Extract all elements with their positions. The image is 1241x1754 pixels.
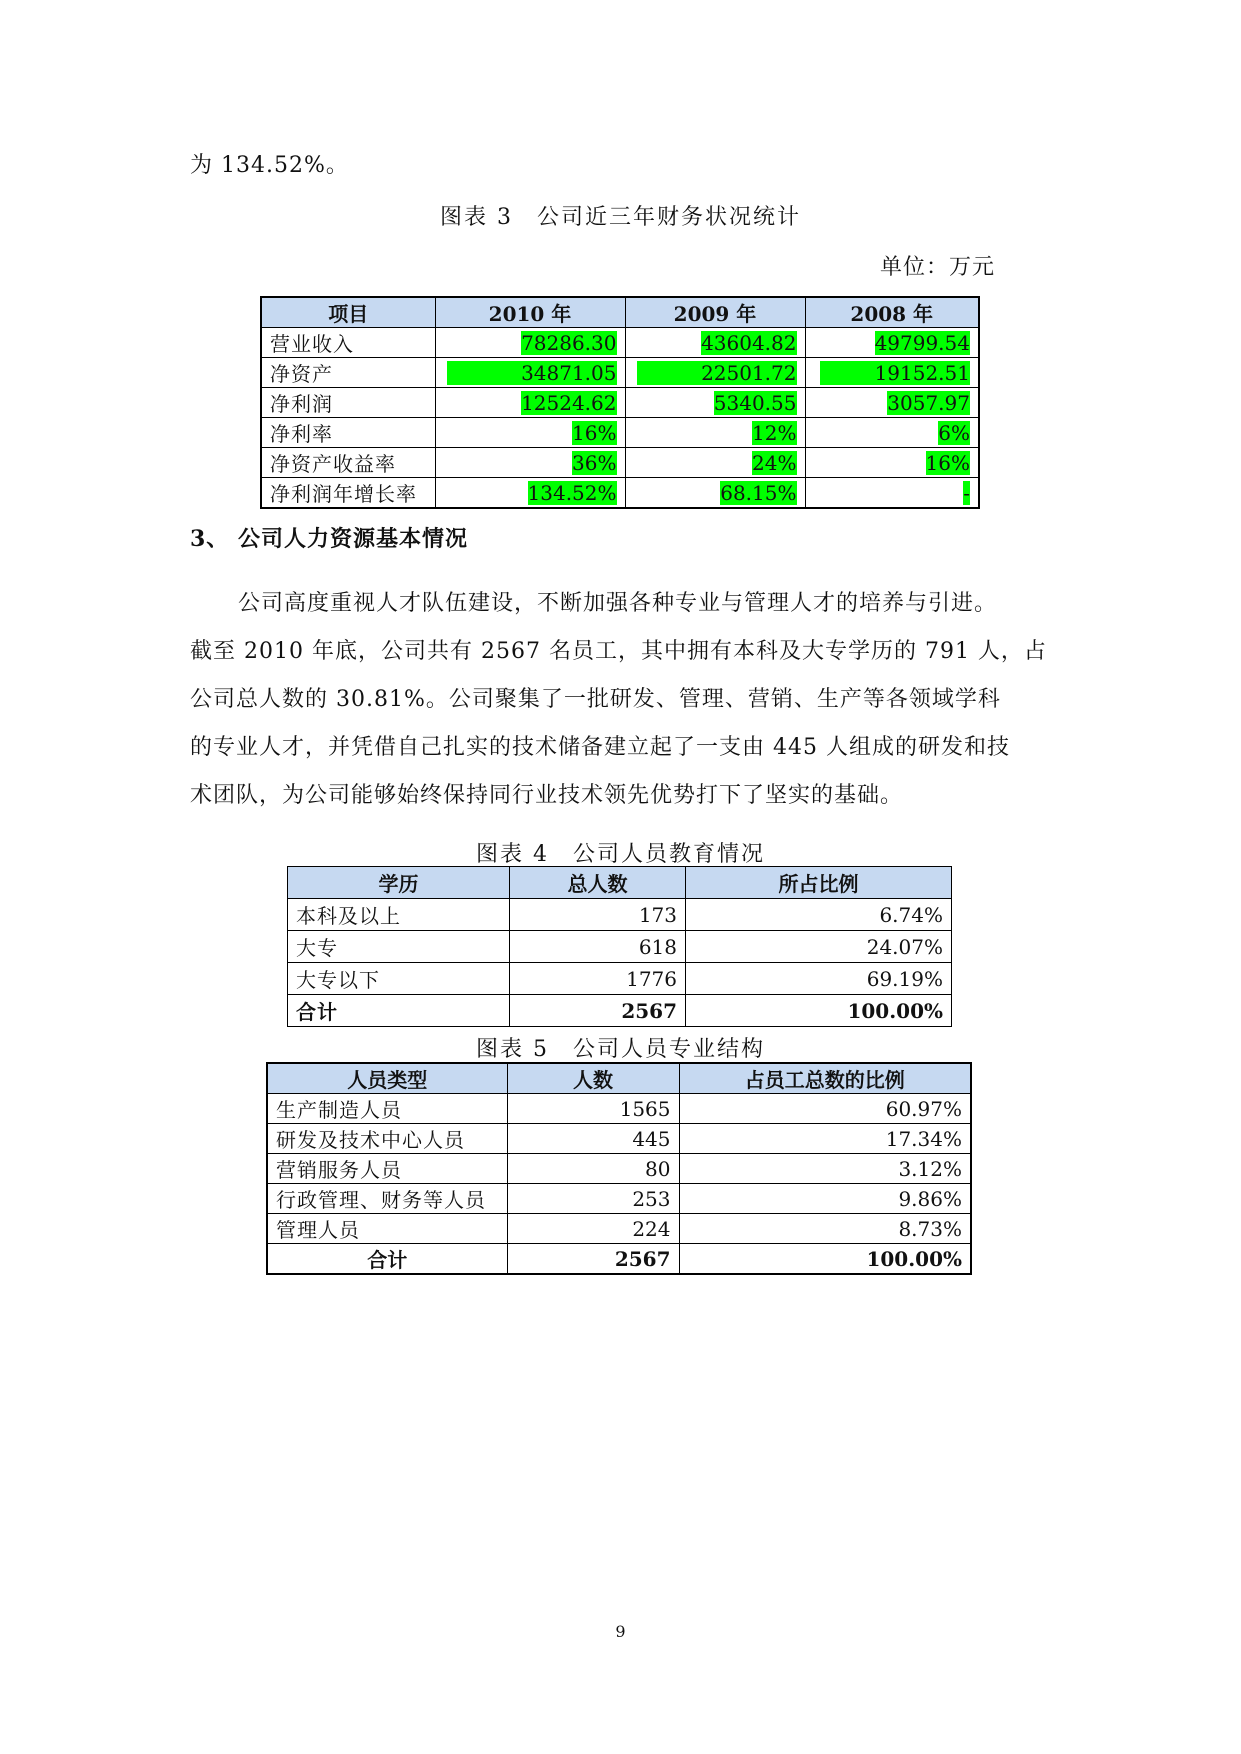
page-number: 9 bbox=[615, 1622, 626, 1641]
section-heading: 3、 公司人力资源基本情况 bbox=[190, 526, 468, 552]
count-cell: 173 bbox=[510, 899, 686, 931]
table-row bbox=[261, 448, 979, 478]
header-cell: 人员类型 bbox=[267, 1063, 507, 1094]
row-label: 营业收入 bbox=[261, 328, 435, 358]
pct-cell: 9.86% bbox=[679, 1184, 971, 1214]
value-cell: 6% bbox=[938, 420, 970, 445]
pct-cell: 6.74% bbox=[686, 899, 952, 931]
row-label: 行政管理、财务等人员 bbox=[267, 1184, 507, 1214]
paragraph-line: 公司高度重视人才队伍建设，不断加强各种专业与管理人才的培养与引进。 bbox=[238, 591, 998, 616]
table-header-row bbox=[288, 867, 952, 899]
table-row bbox=[288, 931, 952, 963]
row-label: 净利润 bbox=[261, 388, 435, 418]
total-count: 2567 bbox=[507, 1244, 679, 1275]
value-cell: 3057.97 bbox=[887, 390, 970, 415]
value-cell: 78286.30 bbox=[521, 330, 617, 355]
fig3-unit: 单位：万元 bbox=[880, 255, 996, 280]
table-row bbox=[261, 328, 979, 358]
row-label: 管理人员 bbox=[267, 1214, 507, 1244]
paragraph-line: 截至 2010 年底，公司共有 2567 名员工，其中拥有本科及大专学历的 791 人，占 bbox=[190, 639, 1047, 664]
total-row bbox=[288, 995, 952, 1027]
header-cell: 2009 年 bbox=[625, 297, 805, 328]
value-cell: 68.15% bbox=[720, 480, 797, 505]
row-label: 本科及以上 bbox=[288, 899, 510, 931]
pct-cell: 24.07% bbox=[686, 931, 952, 963]
value-cell: 5340.55 bbox=[713, 390, 797, 415]
financial-table bbox=[260, 296, 980, 509]
table-header-row bbox=[267, 1063, 971, 1094]
value-cell: - bbox=[963, 480, 970, 505]
fig3-caption: 图表 3 公司近三年财务状况统计 bbox=[440, 205, 801, 230]
count-cell: 445 bbox=[507, 1124, 679, 1154]
paragraph-line: 的专业人才，并凭借自己扎实的技术储备建立起了一支由 445 人组成的研发和技 bbox=[190, 735, 1010, 760]
table-row bbox=[261, 358, 979, 388]
table-row bbox=[267, 1124, 971, 1154]
table-row bbox=[261, 478, 979, 509]
row-label: 净利润年增长率 bbox=[261, 478, 435, 509]
value-cell: 22501.72 bbox=[637, 361, 797, 385]
row-label: 大专以下 bbox=[288, 963, 510, 995]
row-label: 研发及技术中心人员 bbox=[267, 1124, 507, 1154]
total-label: 合计 bbox=[267, 1244, 507, 1275]
count-cell: 80 bbox=[507, 1154, 679, 1184]
total-pct: 100.00% bbox=[686, 995, 952, 1027]
table-row bbox=[261, 418, 979, 448]
table-row bbox=[267, 1094, 971, 1124]
row-label: 净资产收益率 bbox=[261, 448, 435, 478]
value-cell: 12% bbox=[752, 420, 797, 445]
total-count: 2567 bbox=[510, 995, 686, 1027]
header-cell: 学历 bbox=[288, 867, 510, 899]
paragraph-line: 公司总人数的 30.81%。公司聚集了一批研发、管理、营销、生产等各领域学科 bbox=[190, 687, 1001, 712]
header-cell: 占员工总数的比例 bbox=[679, 1063, 971, 1094]
count-cell: 1776 bbox=[510, 963, 686, 995]
total-label: 合计 bbox=[288, 995, 510, 1027]
header-cell: 人数 bbox=[507, 1063, 679, 1094]
total-pct: 100.00% bbox=[679, 1244, 971, 1275]
total-row bbox=[267, 1244, 971, 1275]
row-label: 生产制造人员 bbox=[267, 1094, 507, 1124]
table-row bbox=[267, 1184, 971, 1214]
paragraph-line: 术团队，为公司能够始终保持同行业技术领先优势打下了坚实的基础。 bbox=[190, 783, 904, 808]
education-table bbox=[287, 866, 952, 1027]
header-cell: 项目 bbox=[261, 297, 435, 328]
value-cell: 16% bbox=[572, 420, 617, 445]
fig5-caption: 图表 5 公司人员专业结构 bbox=[476, 1037, 765, 1062]
value-cell: 19152.51 bbox=[820, 361, 970, 385]
count-cell: 253 bbox=[507, 1184, 679, 1214]
table-row bbox=[261, 388, 979, 418]
pct-cell: 69.19% bbox=[686, 963, 952, 995]
value-cell: 16% bbox=[925, 450, 970, 475]
staff-structure-table bbox=[266, 1062, 972, 1275]
fig4-caption: 图表 4 公司人员教育情况 bbox=[476, 842, 765, 867]
row-label: 净资产 bbox=[261, 358, 435, 388]
pct-cell: 60.97% bbox=[679, 1094, 971, 1124]
value-cell: 36% bbox=[572, 450, 617, 475]
count-cell: 224 bbox=[507, 1214, 679, 1244]
value-cell: 49799.54 bbox=[874, 330, 970, 355]
pct-cell: 3.12% bbox=[679, 1154, 971, 1184]
value-cell: 34871.05 bbox=[447, 361, 617, 385]
value-cell: 43604.82 bbox=[701, 330, 797, 355]
header-cell: 所占比例 bbox=[686, 867, 952, 899]
row-label: 净利率 bbox=[261, 418, 435, 448]
header-cell: 总人数 bbox=[510, 867, 686, 899]
header-cell: 2010 年 bbox=[435, 297, 625, 328]
table-row bbox=[288, 899, 952, 931]
table-row bbox=[288, 963, 952, 995]
table-row bbox=[267, 1154, 971, 1184]
pct-cell: 17.34% bbox=[679, 1124, 971, 1154]
intro-line: 为 134.52%。 bbox=[190, 153, 349, 178]
row-label: 营销服务人员 bbox=[267, 1154, 507, 1184]
pct-cell: 8.73% bbox=[679, 1214, 971, 1244]
value-cell: 12524.62 bbox=[521, 390, 617, 415]
value-cell: 24% bbox=[752, 450, 797, 475]
value-cell: 134.52% bbox=[527, 480, 617, 505]
table-row bbox=[267, 1214, 971, 1244]
count-cell: 618 bbox=[510, 931, 686, 963]
row-label: 大专 bbox=[288, 931, 510, 963]
header-cell: 2008 年 bbox=[805, 297, 979, 328]
table-header-row bbox=[261, 297, 979, 328]
count-cell: 1565 bbox=[507, 1094, 679, 1124]
